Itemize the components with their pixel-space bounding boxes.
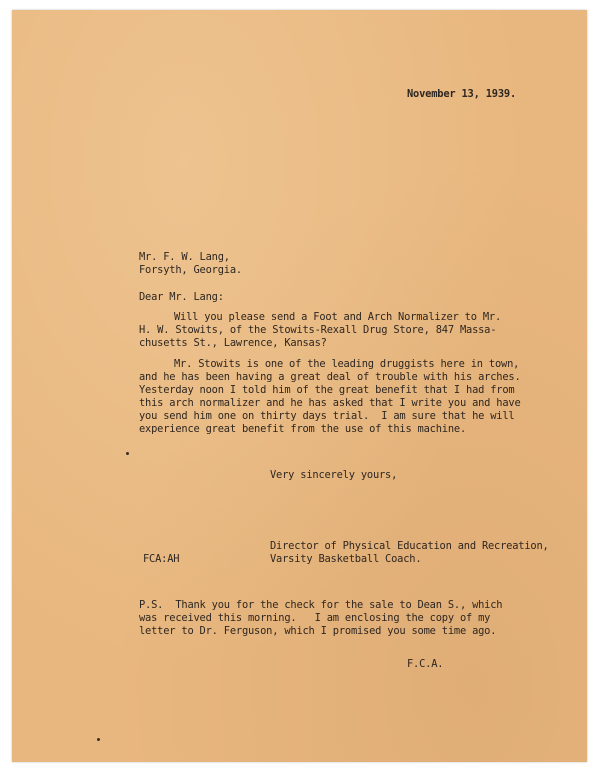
signature-title-line: Director of Physical Education and Recreation, [270, 540, 549, 552]
postscript-line: was received this morning. I am enclosing the copy of my [139, 612, 491, 624]
paragraph-2-line: you send him one on thirty days trial. I am sure that he will [139, 410, 515, 422]
letter-date: November 13, 1939. [407, 88, 517, 100]
paragraph-1-line: H. W. Stowits, of the Stowits-Rexall Drug Store, 847 Massa- [139, 324, 497, 336]
initials-reference: FCA:AH [143, 553, 180, 565]
paragraph-2-line: and he has been having a great deal of trouble with his arches. [139, 371, 521, 383]
signature-title-line: Varsity Basketball Coach. [270, 553, 422, 565]
letter-page [12, 10, 587, 762]
postscript-line: P.S. Thank you for the check for the sale to Dean S., which [139, 599, 503, 611]
recipient-name: Mr. F. W. Lang, [139, 251, 230, 263]
paper-speck [97, 738, 100, 741]
paper-speck [126, 452, 129, 455]
postscript-initials: F.C.A. [407, 658, 444, 670]
paragraph-2-line: Yesterday noon I told him of the great benefit that I had from [139, 384, 515, 396]
paragraph-2-line: experience great benefit from the use of this machine. [139, 423, 467, 435]
postscript-line: letter to Dr. Ferguson, which I promised you some time ago. [139, 625, 497, 637]
recipient-location: Forsyth, Georgia. [139, 264, 242, 276]
paragraph-2-line: this arch normalizer and he has asked that I write you and have [139, 397, 521, 409]
closing: Very sincerely yours, [270, 469, 398, 481]
paragraph-2-line: Mr. Stowits is one of the leading druggists here in town, [174, 358, 520, 370]
salutation: Dear Mr. Lang: [139, 291, 224, 303]
paragraph-1-line: chusetts St., Lawrence, Kansas? [139, 337, 327, 349]
paragraph-1-line: Will you please send a Foot and Arch Normalizer to Mr. [174, 311, 502, 323]
